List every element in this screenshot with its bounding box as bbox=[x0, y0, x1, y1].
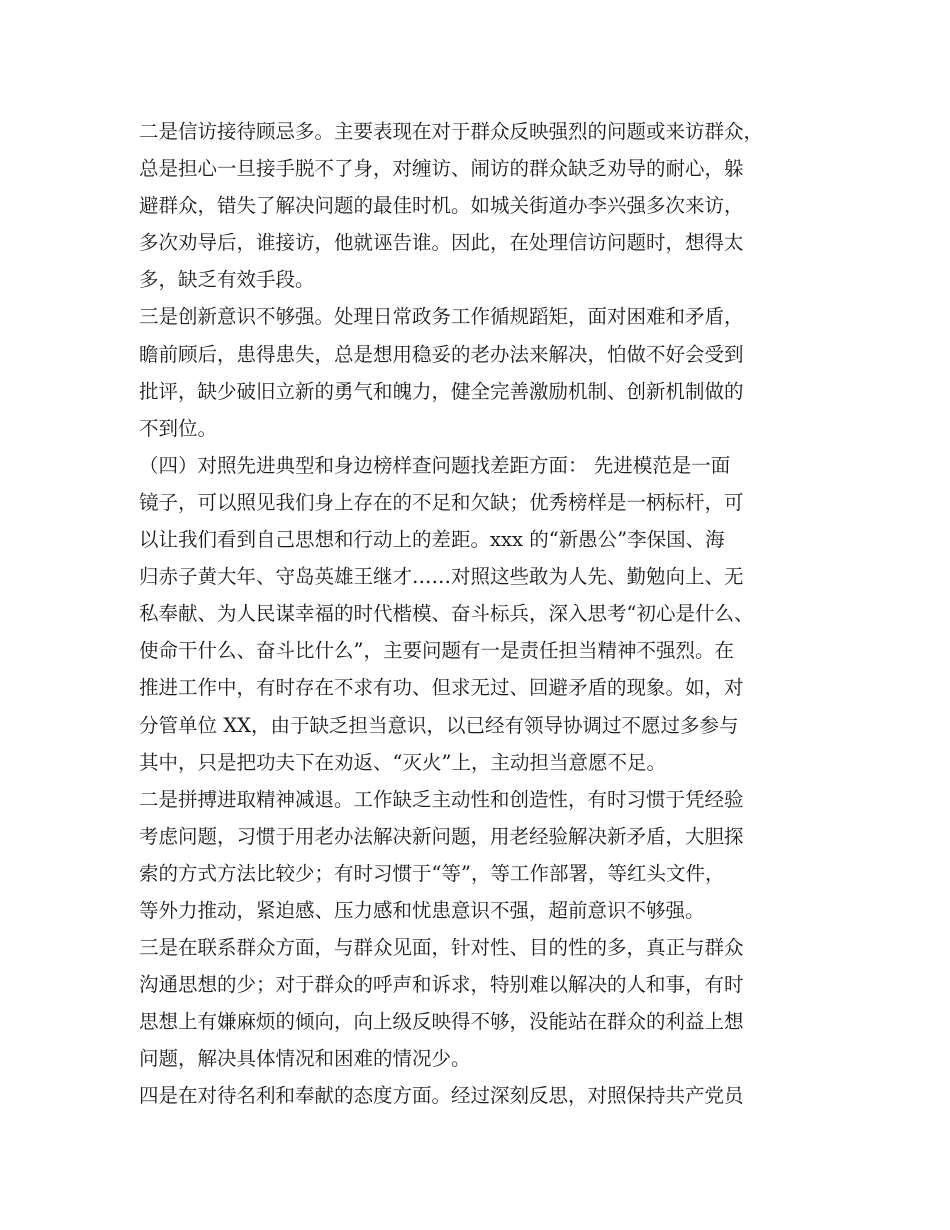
text-line: 总是担心一旦接手脱不了身，对缠访、闹访的群众缺乏劝导的耐心，躲 bbox=[139, 157, 744, 181]
text-line: 归赤子黄大年、守岛英雄王继才……对照这些敢为人先、勤勉向上、无 bbox=[139, 565, 744, 589]
text-line: 四是在对待名利和奉献的态度方面。经过深刻反思，对照保持共产党员 bbox=[139, 1084, 744, 1108]
text-line: 其中，只是把功夫下在劝返、“灭火”上，主动担当意愿不足。 bbox=[139, 750, 666, 774]
text-line: 私奉献、为人民谋幸福的时代楷模、奋斗标兵，深入思考“初心是什么、 bbox=[139, 602, 754, 626]
text-line: 等外力推动，紧迫感、压力感和忧患意识不强，超前意识不够强。 bbox=[139, 898, 705, 922]
text-line: 问题，解决具体情况和困难的情况少。 bbox=[139, 1047, 471, 1071]
text-line: 三是在联系群众方面，与群众见面，针对性、目的性的多，真正与群众 bbox=[139, 936, 744, 960]
text-line: 镜子，可以照见我们身上存在的不足和欠缺；优秀榜样是一柄标杆，可 bbox=[139, 490, 744, 514]
section-heading-line: （四）对照先进典型和身边榜样查问题找差距方面： 先进模范是一面 bbox=[139, 453, 731, 477]
text-line: 避群众，错失了解决问题的最佳时机。如城关街道办李兴强多次来访， bbox=[139, 194, 744, 218]
text-line: 以让我们看到自己思想和行动上的差距。xxx 的“新愚公”李保国、海 bbox=[139, 528, 725, 552]
text-line: 推进工作中，有时存在不求有功、但求无过、回避矛盾的现象。如，对 bbox=[139, 676, 744, 700]
text-line: 批评，缺少破旧立新的勇气和魄力，健全完善激励机制、创新机制做的 bbox=[139, 379, 744, 403]
text-line: 三是创新意识不够强。处理日常政务工作循规蹈矩，面对困难和矛盾， bbox=[139, 305, 744, 329]
text-line: 思想上有嫌麻烦的倾向，向上级反映得不够，没能站在群众的利益上想 bbox=[139, 1010, 744, 1034]
text-line: 二是信访接待顾忌多。主要表现在对于群众反映强烈的问题或来访群众， bbox=[139, 120, 764, 143]
text-line: 沟通思想的少；对于群众的呼声和诉求，特别难以解决的人和事，有时 bbox=[139, 973, 744, 997]
text-line: 多，缺乏有效手段。 bbox=[139, 268, 315, 292]
text-line: 瞻前顾后，患得患失，总是想用稳妥的老办法来解决，怕做不好会受到 bbox=[139, 342, 744, 366]
text-line: 考虑问题，习惯于用老办法解决新问题，用老经验解决新矛盾，大胆探 bbox=[139, 824, 744, 848]
text-line: 二是拼搏进取精神减退。工作缺乏主动性和创造性，有时习惯于凭经验 bbox=[139, 787, 744, 811]
text-line: 分管单位 XX，由于缺乏担当意识，以已经有领导协调过不愿过多参与 bbox=[139, 713, 739, 737]
document-body bbox=[139, 113, 819, 1115]
text-line: 多次劝导后，谁接访，他就诬告谁。因此，在处理信访问题时，想得太 bbox=[139, 231, 744, 255]
text-line: 不到位。 bbox=[139, 416, 218, 440]
text-line: 索的方式方法比较少；有时习惯于“等”，等工作部署，等红头文件， bbox=[139, 861, 725, 885]
text-line: 使命干什么、奋斗比什么”，主要问题有一是责任担当精神不强烈。在 bbox=[139, 639, 734, 663]
